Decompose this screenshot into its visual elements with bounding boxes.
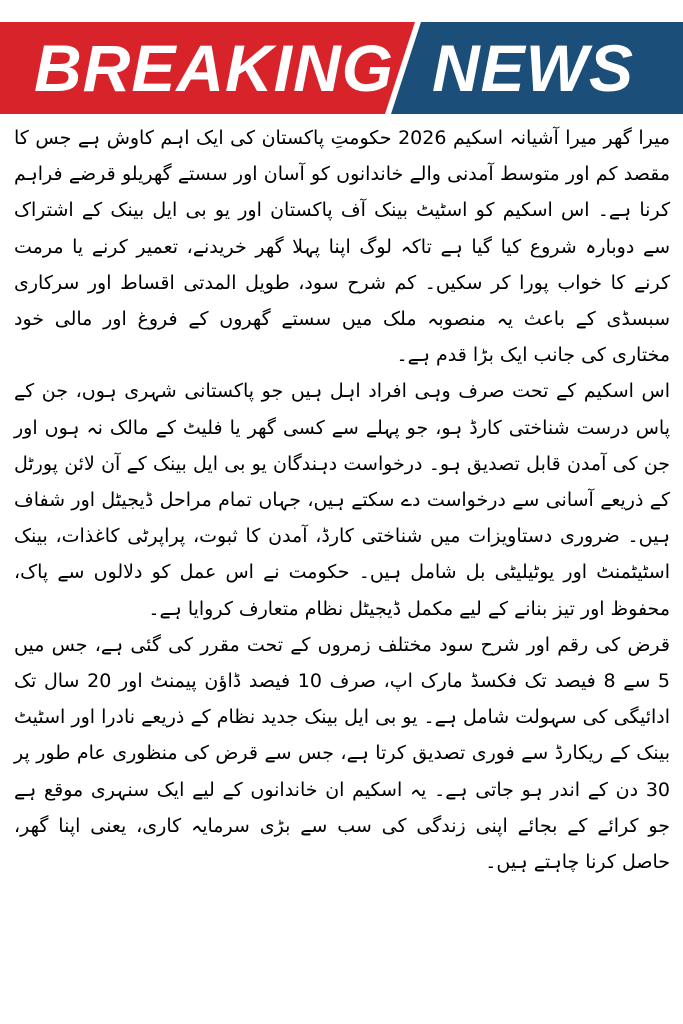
article-paragraph-2: اس اسکیم کے تحت صرف وہی افراد اہل ہیں جو پاکستانی شہری ہوں، جن کے پاس درست شناختی کارڈ ہو، جو پہلے سے کسی گھر یا فلیٹ کے مالک نہ ہوں اور جن کی آمدن قابل تصدیق ہو۔ درخواست دہندگان یو بی ایل بینک کے آن لائن پورٹل کے ذریعے آسانی سے درخواست دے سکتے ہیں، جہاں تمام مراحل ڈیجیٹل اور شفاف ہیں۔ ضروری دستاویزات میں شناختی کارڈ، آمدن کا ثبوت، پراپرٹی کاغذات، بینک اسٹیٹمنٹ اور یوٹیلیٹی بل شامل ہیں۔ حکومت نے اس عمل کو دلالوں سے پاک، محفوظ اور تیز بنانے کے لیے مکمل ڈیجیٹل نظام متعارف کروایا ہے۔ — [14, 380, 670, 620]
banner-word-breaking: BREAKING — [34, 31, 395, 105]
article-body — [14, 120, 670, 880]
breaking-news-banner — [0, 22, 683, 114]
article-paragraph-3: قرض کی رقم اور شرح سود مختلف زمروں کے تحت مقرر کی گئی ہے، جس میں 5 سے 8 فیصد تک فکسڈ مارک اپ، صرف 10 فیصد ڈاؤن پیمنٹ اور 20 سال تک ادائیگی کی سہولت شامل ہے۔ یو بی ایل بینک جدید نظام کے ذریعے نادرا اور اسٹیٹ بینک کے ریکارڈ سے فوری تصدیق کرتا ہے، جس سے قرض کی منظوری عام طور پر 30 دن کے اندر ہو جاتی ہے۔ یہ اسکیم ان خاندانوں کے لیے ایک سنہری موقع ہے جو کرائے کے بجائے اپنی زندگی کی سب سے بڑی سرمایہ کاری، یعنی اپنا گھر، حاصل کرنا چاہتے ہیں۔ — [14, 633, 671, 874]
banner-word-news: NEWS — [432, 31, 634, 105]
article-paragraph-1: میرا گھر میرا آشیانہ اسکیم 2026 حکومتِ پاکستان کی ایک اہم کاوش ہے جس کا مقصد کم اور متوسط آمدنی والے خاندانوں کو آسان اور سستے گھریلو قرضے فراہم کرنا ہے۔ اس اسکیم کو اسٹیٹ بینک آف پاکستان اور یو بی ایل بینک کے اشتراک سے دوبارہ شروع کیا گیا ہے تاکہ لوگ اپنا پہلا گھر خریدنے، تعمیر کرنے یا مرمت کرنے کا خواب پورا کر سکیں۔ کم شرح سود، طویل المدتی اقساط اور سرکاری سبسڈی کے باعث یہ منصوبہ ملک میں سستے گھروں کے فروغ اور مالی خود مختاری کی جانب ایک بڑا قدم ہے۔ — [14, 127, 671, 367]
